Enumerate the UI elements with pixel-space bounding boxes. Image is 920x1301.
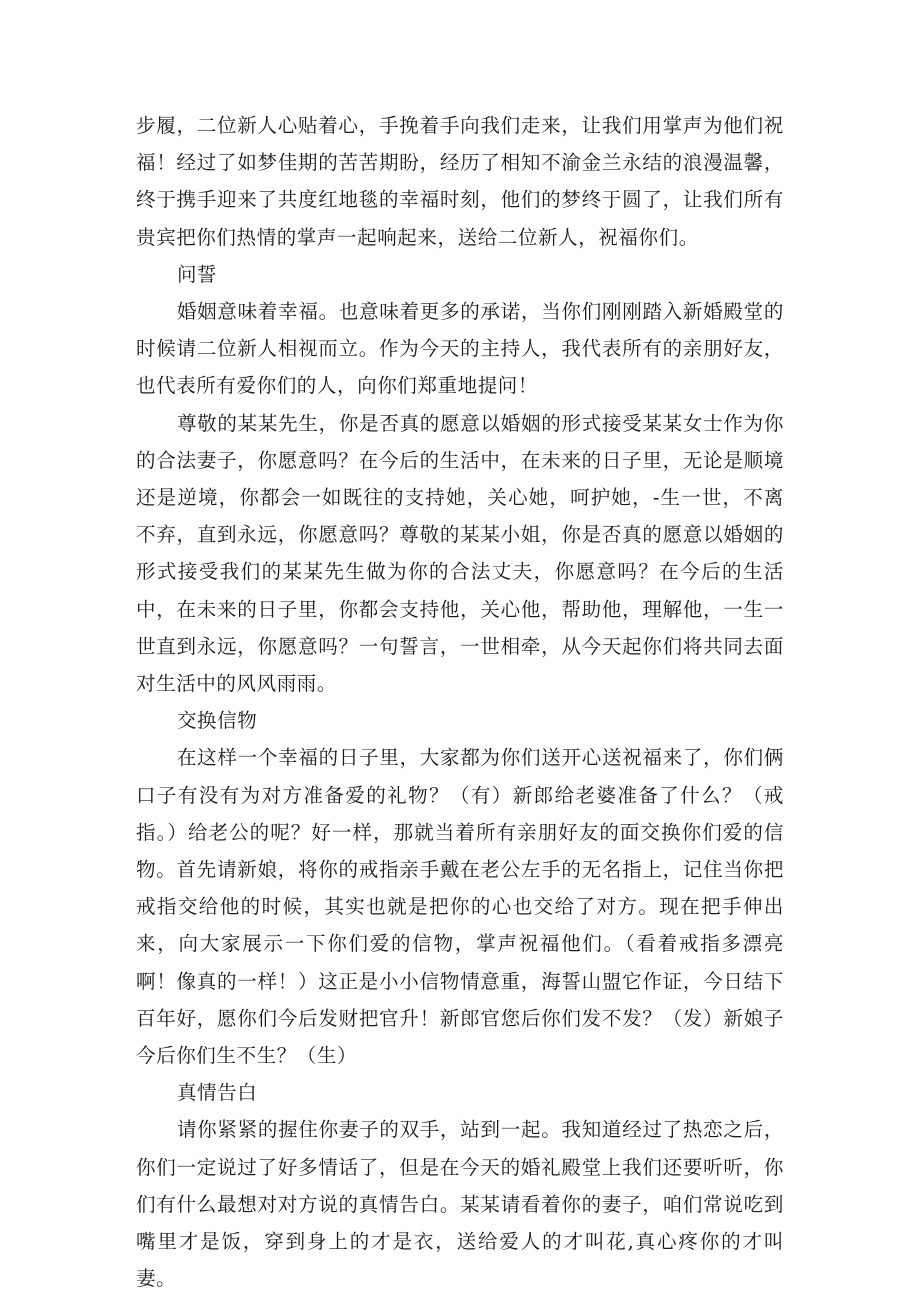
section-heading-vows: 问誓: [176, 262, 218, 286]
section-heading-confession: 真情告白: [176, 1081, 258, 1105]
section-heading-ring-exchange: 交换信物: [176, 709, 258, 733]
paragraph-opening: 步履，二位新人心贴着心，手挽着手向我们走来，让我们用掌声为他们祝福！经过了如梦佳期的苦苦期盼，经历了相知不渝金兰永结的浪漫温馨，终于携手迎来了共度红地毯的幸福时刻，他们的梦终于圆了，让我们所有贵宾把你们热情的掌声一起响起来，送给二位新人，祝福你们。: [136, 114, 784, 249]
paragraph-confession: 请你紧紧的握住你妻子的双手，站到一起。我知道经过了热恋之后，你们一定说过了好多情话了，但是在今天的婚礼殿堂上我们还要听听，你们有什么最想对对方说的真情告白。某某请看着你的妻子，咱们常说吃到嘴里才是饭，穿到身上的才是衣，送给爱人的才叫花,真心疼你的才叫妻。: [136, 1118, 784, 1291]
paragraph-ring-exchange: 在这样一个幸福的日子里，大家都为你们送开心送祝福来了，你们俩口子有没有为对方准备爱的礼物？（有）新郎给老婆准备了什么？（戒指。）给老公的呢？好一样，那就当着所有亲朋好友的面交换你们爱的信物。首先请新娘，将你的戒指亲手戴在老公左手的无名指上，记住当你把戒指交给他的时候，其实也就是把你的心也交给了对方。现在把手伸出来，向大家展示一下你们爱的信物，掌声祝福他们。（看着戒指多漂亮啊！像真的一样！）这正是小小信物情意重，海誓山盟它作证，今日结下百年好，愿你们今后发财把官升！新郎官您后你们发不发？（发）新娘子今后你们生不生？（生）: [136, 746, 784, 1068]
paragraph-vows-intro: 婚姻意味着幸福。也意味着更多的承诺，当你们刚刚踏入新婚殿堂的时候请二位新人相视而立。作为今天的主持人，我代表所有的亲朋好友，也代表所有爱你们的人，向你们郑重地提问！: [136, 300, 784, 398]
paragraph-vows-questions: 尊敬的某某先生，你是否真的愿意以婚姻的形式接受某某女士作为你的合法妻子，你愿意吗？在今后的生活中，在未来的日子里，无论是顺境还是逆境，你都会一如既往的支持她，关心她，呵护她，-生一世，不离不弃，直到永远，你愿意吗？尊敬的某某小姐，你是否真的愿意以婚姻的形式接受我们的某某先生做为你的合法丈夫，你愿意吗？在今后的生活中，在未来的日子里，你都会支持他，关心他，帮助他，理解他，一生一世直到永远，你愿意吗？一句誓言，一世相牵，从今天起你们将共同去面对生活中的风风雨雨。: [136, 411, 784, 696]
document-body: [136, 107, 784, 1298]
